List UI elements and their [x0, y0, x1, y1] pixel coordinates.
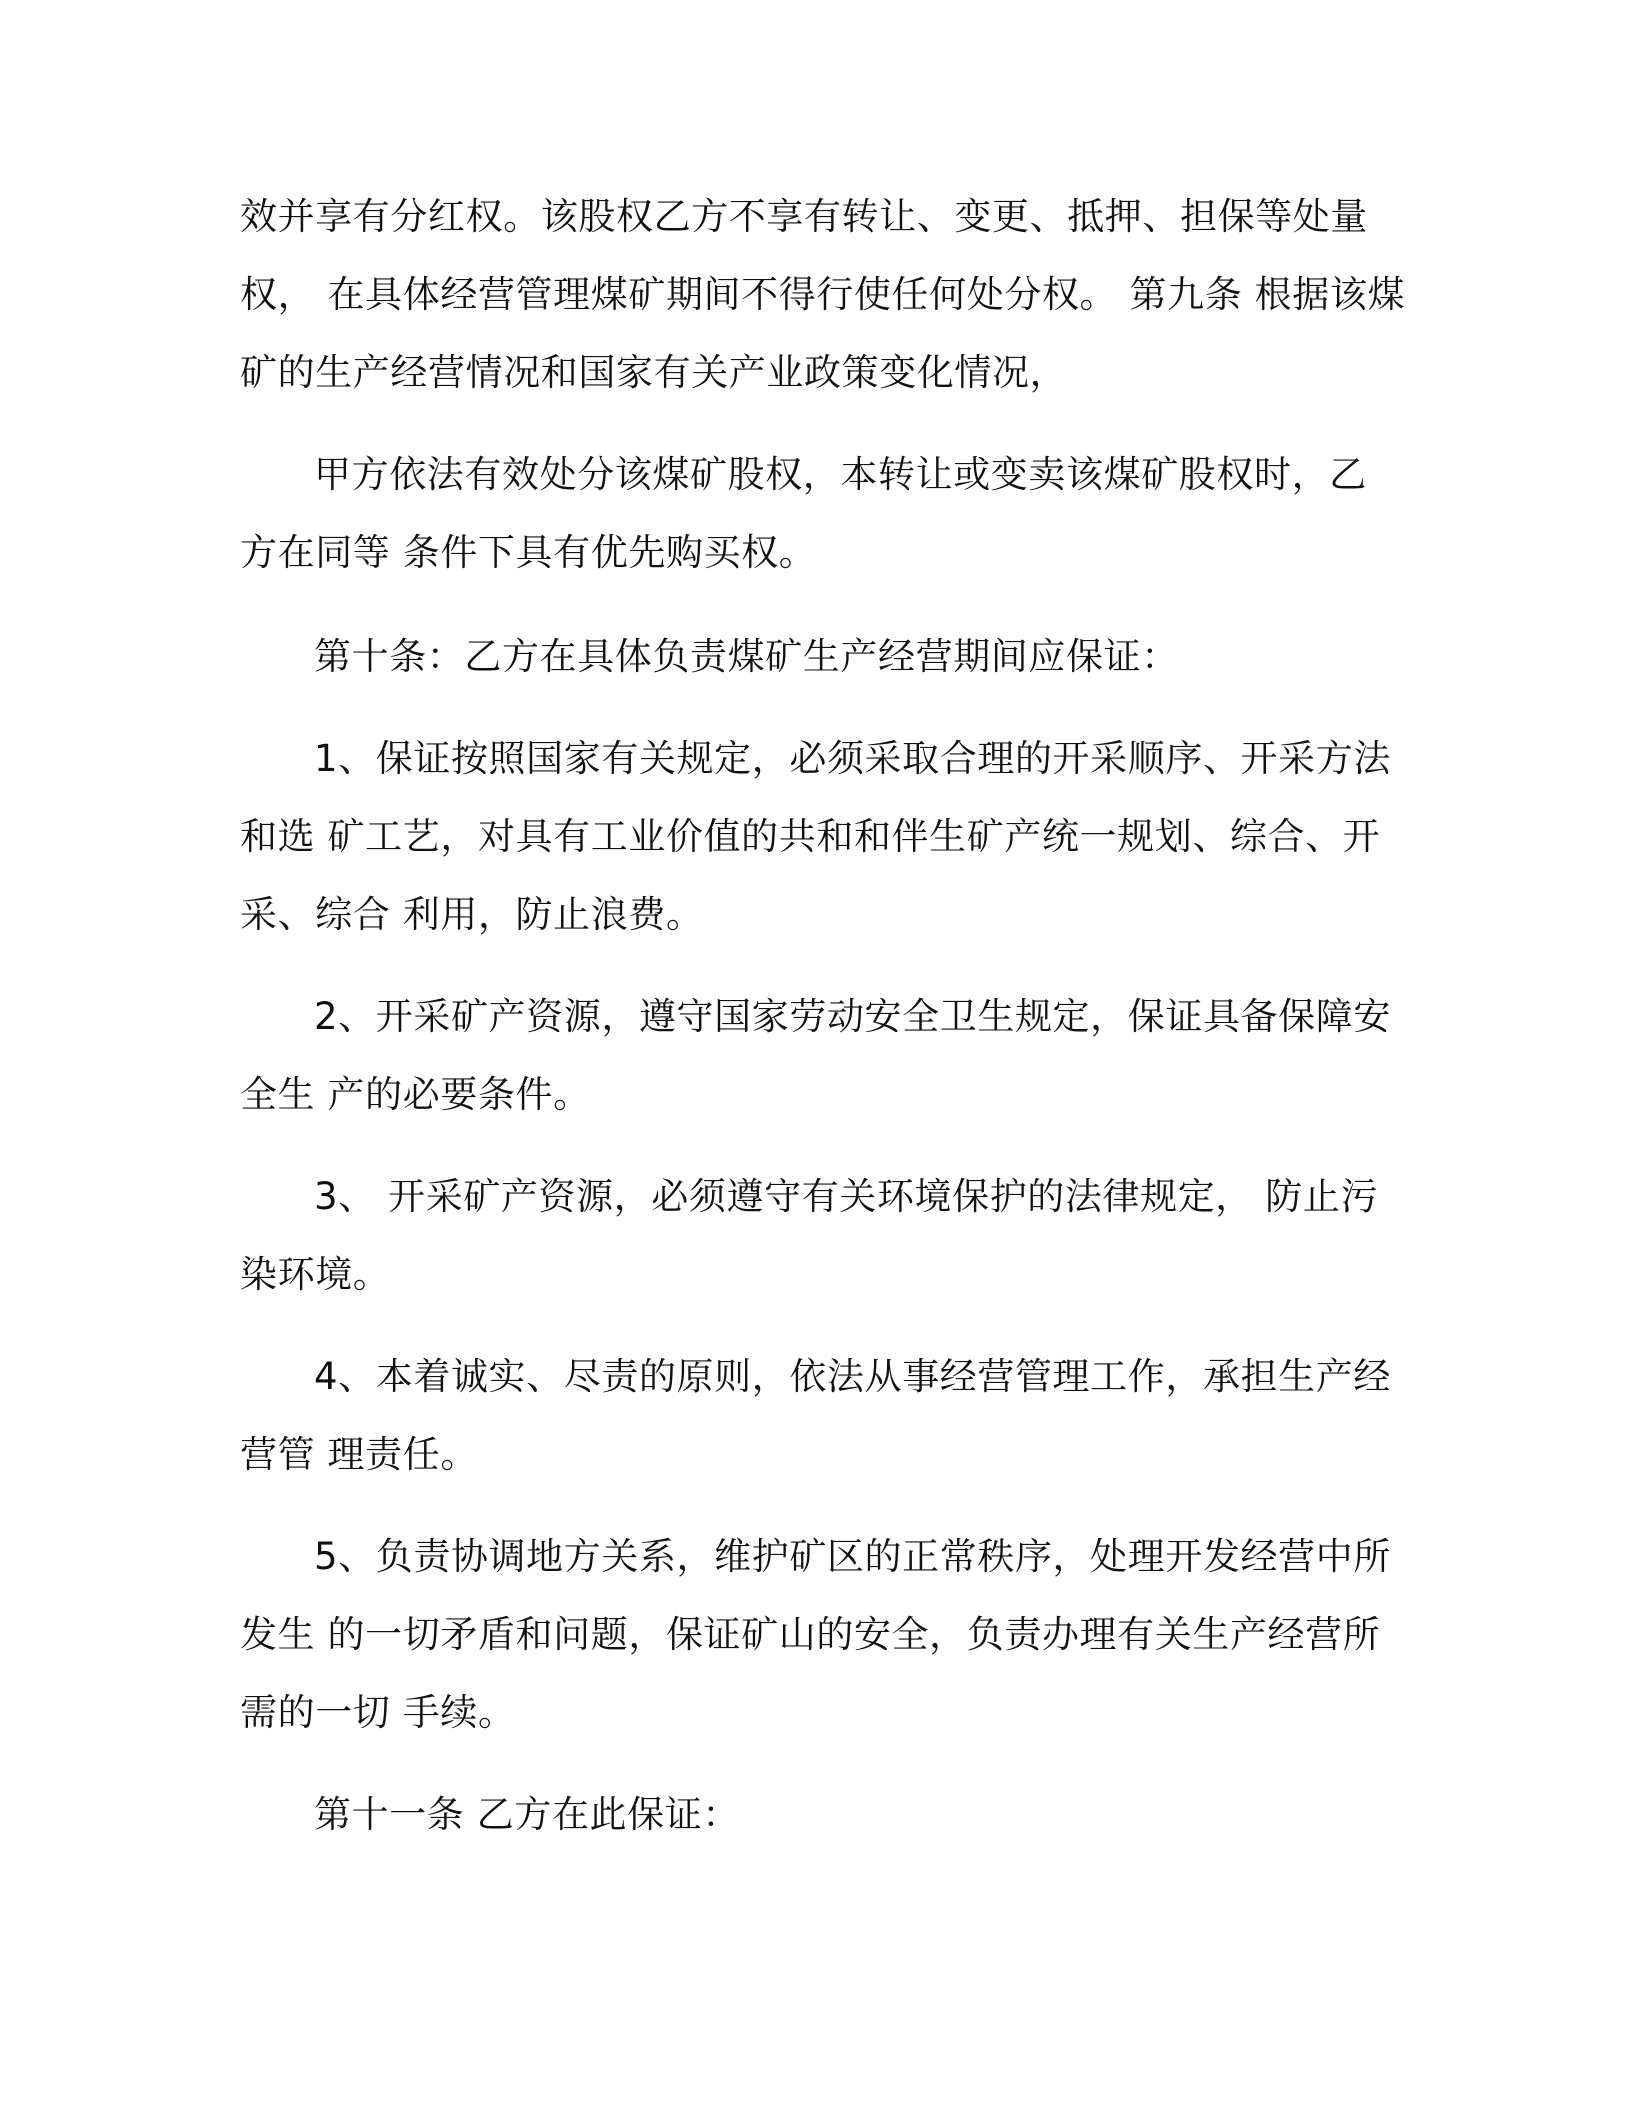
text-line: 矿的生产经营情况和国家有关产业政策变化情况， [240, 351, 1068, 394]
text-line: 方在同等 条件下具有优先购买权。 [240, 531, 817, 574]
text-line: 第十一条 乙方在此保证： [314, 1793, 740, 1836]
text-line: 3、 开采矿产资源，必须遵守有关环境保护的法律规定， 防止污 [314, 1175, 1379, 1218]
text-line: 和选 矿工艺，对具有工业价值的共和和伴生矿产统一规划、综合、开 [240, 815, 1381, 858]
text-line: 效并享有分红权。该股权乙方不享有转让、变更、抵押、担保等处量 [240, 195, 1368, 238]
text-line: 发生 的一切矛盾和问题，保证矿山的安全，负责办理有关生产经营所 [240, 1613, 1381, 1656]
text-line: 4、本着诚实、尽责的原则，依法从事经营管理工作，承担生产经 [314, 1355, 1391, 1398]
text-line: 全生 产的必要条件。 [240, 1073, 591, 1116]
text-line: 甲方依法有效处分该煤矿股权，本转让或变卖该煤矿股权时，乙 [314, 453, 1367, 496]
text-line: 权， 在具体经营管理煤矿期间不得行使任何处分权。 第九条 根据该煤 [240, 273, 1406, 316]
text-line: 5、负责协调地方关系，维护矿区的正常秩序，处理开发经营中所 [314, 1535, 1391, 1578]
text-line: 1、保证按照国家有关规定，必须采取合理的开采顺序、开采方法 [314, 737, 1391, 780]
text-line: 染环境。 [240, 1253, 391, 1296]
text-line: 需的一切 手续。 [240, 1691, 516, 1734]
text-line: 第十条：乙方在具体负责煤矿生产经营期间应保证： [314, 635, 1179, 678]
text-line: 2、开采矿产资源，遵守国家劳动安全卫生规定，保证具备保障安 [314, 995, 1391, 1038]
text-line: 营管 理责任。 [240, 1433, 478, 1476]
text-line: 采、综合 利用，防止浪费。 [240, 893, 704, 936]
